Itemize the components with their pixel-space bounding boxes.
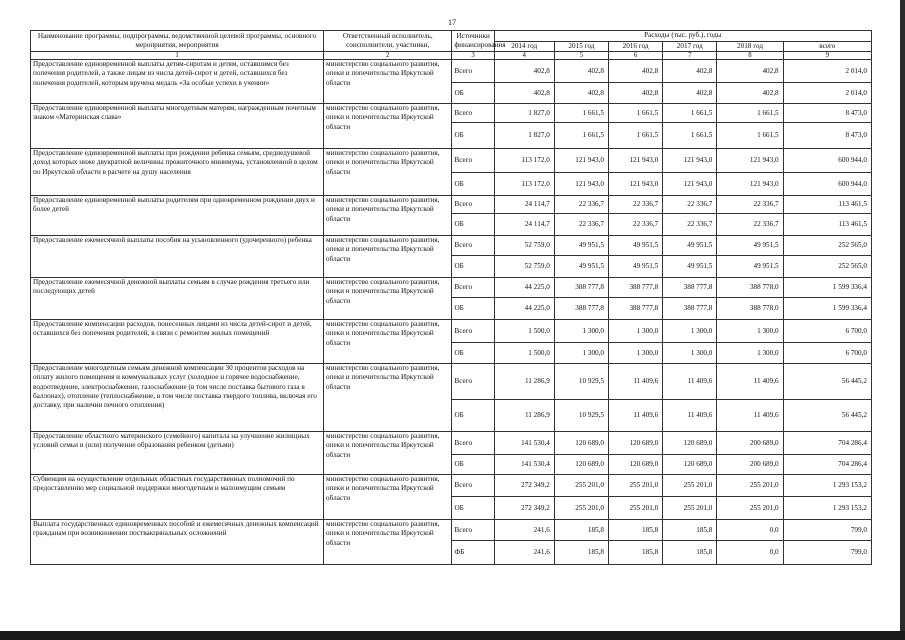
budget-table	[30, 30, 872, 565]
table-row	[31, 432, 872, 455]
year-value: 1 300,0	[717, 320, 783, 343]
total-value: 56 445,2	[783, 364, 871, 400]
total-value: 8 473,0	[783, 104, 871, 123]
table-row	[31, 278, 872, 298]
executor-name: министерство социального развития, опеки и попечительства Иркутской области	[324, 149, 452, 196]
year-value: 49 951,5	[717, 256, 783, 278]
year-value: 1 500,0	[494, 320, 554, 343]
total-value: 1 293 153,2	[783, 497, 871, 520]
year-value: 185,8	[609, 541, 663, 565]
year-value: 49 951,5	[554, 256, 608, 278]
year-value: 49 951,5	[609, 236, 663, 256]
table-row	[31, 520, 872, 541]
table-body	[31, 60, 872, 565]
year-value: 120 689,0	[663, 432, 717, 455]
year-value: 0,0	[717, 520, 783, 541]
year-value: 11 286,9	[494, 400, 554, 432]
table-row	[31, 320, 872, 343]
measure-name: Предоставление единовременной выплаты многодетным матерям, награжденным почетным знаком «Материнская слава»	[31, 104, 324, 149]
executor-name: министерство социального развития, опеки и попечительства Иркутской области	[324, 320, 452, 364]
year-value: 11 409,6	[609, 400, 663, 432]
year-value: 255 201,0	[554, 475, 608, 497]
year-value: 11 409,6	[717, 364, 783, 400]
funding-source: Всего	[452, 149, 494, 173]
year-value: 402,8	[663, 60, 717, 83]
total-value: 113 461,5	[783, 196, 871, 214]
scan-edge-right	[900, 0, 905, 640]
year-value: 402,8	[494, 83, 554, 104]
year-value: 272 349,2	[494, 497, 554, 520]
funding-source: ОБ	[452, 83, 494, 104]
year-value: 402,8	[554, 60, 608, 83]
year-value: 11 409,6	[717, 400, 783, 432]
year-value: 11 409,6	[609, 364, 663, 400]
funding-source: ОБ	[452, 214, 494, 236]
year-value: 49 951,5	[554, 236, 608, 256]
year-value: 121 943,0	[609, 173, 663, 196]
year-value: 1 661,5	[717, 123, 783, 149]
year-value: 22 336,7	[609, 214, 663, 236]
header-year: 2016 год	[609, 42, 663, 52]
year-value: 10 929,5	[554, 364, 608, 400]
year-value: 22 336,7	[663, 196, 717, 214]
total-value: 799,0	[783, 541, 871, 565]
header-year: 2017 год	[663, 42, 717, 52]
year-value: 255 201,0	[717, 497, 783, 520]
year-value: 141 530,4	[494, 432, 554, 455]
total-value: 1 599 336,4	[783, 298, 871, 320]
table-row	[31, 60, 872, 83]
year-value: 11 409,6	[663, 364, 717, 400]
year-value: 1 300,0	[554, 320, 608, 343]
executor-name: министерство социального развития, опеки и попечительства Иркутской области	[324, 104, 452, 149]
year-value: 44 225,0	[494, 298, 554, 320]
year-value: 121 943,0	[663, 173, 717, 196]
header-executor: Ответственный исполнитель, соисполнители, участники,	[324, 31, 452, 52]
year-value: 1 300,0	[609, 343, 663, 364]
page-number: 17	[448, 18, 456, 27]
measure-name: Предоставление ежемесячной денежной выплаты семьям в случае рождения третьего или последующих детей	[31, 278, 324, 320]
funding-source: Всего	[452, 364, 494, 400]
year-value: 402,8	[609, 83, 663, 104]
year-value: 402,8	[554, 83, 608, 104]
year-value: 388 778,0	[717, 298, 783, 320]
year-value: 121 943,0	[717, 149, 783, 173]
year-value: 120 689,0	[609, 432, 663, 455]
column-number: 7	[663, 52, 717, 60]
executor-name: министерство социального развития, опеки и попечительства Иркутской области	[324, 520, 452, 565]
year-value: 52 759,0	[494, 236, 554, 256]
year-value: 1 661,5	[663, 123, 717, 149]
measure-name: Предоставление компенсации расходов, понесенных лицами из числа детей-сирот и детей, оставшихся без попечения родителей, в связи с ремонтом жилых помещений	[31, 320, 324, 364]
year-value: 255 201,0	[663, 497, 717, 520]
year-value: 49 951,5	[663, 236, 717, 256]
funding-source: Всего	[452, 196, 494, 214]
total-value: 704 286,4	[783, 455, 871, 475]
funding-source: Всего	[452, 236, 494, 256]
funding-source: Всего	[452, 278, 494, 298]
table-row	[31, 149, 872, 173]
header-name: Наименование программы, подпрограммы, ведомственной целевой программы, основного мероприятия, мероприятия	[31, 31, 324, 52]
year-value: 388 777,8	[554, 298, 608, 320]
funding-source: Всего	[452, 520, 494, 541]
total-value: 704 286,4	[783, 432, 871, 455]
measure-name: Предоставление единовременной выплаты родителям при одновременном рождении двух и более детей	[31, 196, 324, 236]
measure-name: Субвенция на осуществление отдельных областных государственных полномочий по предоставлению мер социальной поддержки многодетным и малоимущим семьям	[31, 475, 324, 520]
year-value: 185,8	[663, 541, 717, 565]
year-value: 255 201,0	[554, 497, 608, 520]
year-value: 22 336,7	[554, 196, 608, 214]
total-value: 600 944,0	[783, 149, 871, 173]
year-value: 141 530,4	[494, 455, 554, 475]
funding-source: Всего	[452, 104, 494, 123]
executor-name: министерство социального развития, опеки и попечительства Иркутской области	[324, 475, 452, 520]
year-value: 402,8	[717, 83, 783, 104]
executor-name: министерство социального развития, опеки и попечительства Иркутской области	[324, 364, 452, 432]
year-value: 402,8	[494, 60, 554, 83]
funding-source: ОБ	[452, 173, 494, 196]
total-value: 2 014,0	[783, 83, 871, 104]
year-value: 255 201,0	[717, 475, 783, 497]
total-value: 600 944,0	[783, 173, 871, 196]
year-value: 1 827,0	[494, 104, 554, 123]
year-value: 24 114,7	[494, 214, 554, 236]
year-value: 121 943,0	[609, 149, 663, 173]
funding-source: ОБ	[452, 400, 494, 432]
year-value: 120 689,0	[554, 455, 608, 475]
table-row	[31, 364, 872, 400]
year-value: 255 201,0	[663, 475, 717, 497]
year-value: 1 300,0	[554, 343, 608, 364]
year-value: 44 225,0	[494, 278, 554, 298]
header-expenses: Расходы (тыс. руб.), годы	[494, 31, 871, 42]
year-value: 24 114,7	[494, 196, 554, 214]
year-value: 241,6	[494, 541, 554, 565]
year-value: 121 943,0	[554, 149, 608, 173]
year-value: 388 777,8	[663, 298, 717, 320]
total-value: 6 700,0	[783, 320, 871, 343]
header-total: всего	[783, 42, 871, 52]
year-value: 200 689,0	[717, 432, 783, 455]
column-number: 4	[494, 52, 554, 60]
year-value: 1 827,0	[494, 123, 554, 149]
funding-source: ОБ	[452, 497, 494, 520]
year-value: 49 951,5	[609, 256, 663, 278]
funding-source: ОБ	[452, 256, 494, 278]
funding-source: Всего	[452, 60, 494, 83]
table-row	[31, 196, 872, 214]
column-number: 9	[783, 52, 871, 60]
year-value: 388 777,8	[609, 278, 663, 298]
year-value: 22 336,7	[717, 214, 783, 236]
year-value: 1 300,0	[717, 343, 783, 364]
funding-source: ОБ	[452, 343, 494, 364]
year-value: 0,0	[717, 541, 783, 565]
year-value: 121 943,0	[554, 173, 608, 196]
year-value: 1 661,5	[554, 104, 608, 123]
year-value: 388 777,8	[609, 298, 663, 320]
year-value: 1 300,0	[609, 320, 663, 343]
total-value: 6 700,0	[783, 343, 871, 364]
table-row	[31, 236, 872, 256]
executor-name: министерство социального развития, опеки и попечительства Иркутской области	[324, 236, 452, 278]
year-value: 200 689,0	[717, 455, 783, 475]
column-number: 5	[554, 52, 608, 60]
total-value: 2 014,0	[783, 60, 871, 83]
year-value: 185,8	[554, 541, 608, 565]
year-value: 113 172,0	[494, 173, 554, 196]
year-value: 255 201,0	[609, 497, 663, 520]
year-value: 22 336,7	[663, 214, 717, 236]
year-value: 121 943,0	[717, 173, 783, 196]
year-value: 388 777,8	[554, 278, 608, 298]
executor-name: министерство социального развития, опеки и попечительства Иркутской области	[324, 196, 452, 236]
total-value: 113 461,5	[783, 214, 871, 236]
year-value: 1 661,5	[717, 104, 783, 123]
year-value: 120 689,0	[609, 455, 663, 475]
year-value: 10 929,5	[554, 400, 608, 432]
total-value: 1 599 336,4	[783, 278, 871, 298]
measure-name: Предоставление единовременной выплаты детям-сиротам и детям, оставшимся без попечения родителей, а также лицам из числа детей-сирот и детей, оставшихся без попечения родителей, которым вручена медаль «За особые успехи в учении»	[31, 60, 324, 104]
year-value: 52 759,0	[494, 256, 554, 278]
year-value: 1 300,0	[663, 320, 717, 343]
funding-source: Всего	[452, 432, 494, 455]
year-value: 1 500,0	[494, 343, 554, 364]
year-value: 1 661,5	[663, 104, 717, 123]
executor-name: министерство социального развития, опеки и попечительства Иркутской области	[324, 278, 452, 320]
total-value: 8 473,0	[783, 123, 871, 149]
column-number: 1	[31, 52, 324, 60]
year-value: 185,8	[554, 520, 608, 541]
year-value: 388 777,8	[663, 278, 717, 298]
total-value: 1 293 153,2	[783, 475, 871, 497]
funding-source: ФБ	[452, 541, 494, 565]
executor-name: министерство социального развития, опеки и попечительства Иркутской области	[324, 432, 452, 475]
year-value: 49 951,5	[717, 236, 783, 256]
year-value: 388 778,0	[717, 278, 783, 298]
year-value: 255 201,0	[609, 475, 663, 497]
year-value: 1 661,5	[609, 104, 663, 123]
year-value: 402,8	[663, 83, 717, 104]
year-value: 402,8	[717, 60, 783, 83]
year-value: 49 951,5	[663, 256, 717, 278]
funding-source: Всего	[452, 320, 494, 343]
year-value: 185,8	[663, 520, 717, 541]
column-number: 6	[609, 52, 663, 60]
header-source: Источники финансирования	[452, 31, 494, 52]
year-value: 22 336,7	[609, 196, 663, 214]
year-value: 185,8	[609, 520, 663, 541]
year-value: 120 689,0	[554, 432, 608, 455]
year-value: 120 689,0	[663, 455, 717, 475]
executor-name: министерство социального развития, опеки и попечительства Иркутской области	[324, 60, 452, 104]
column-number: 3	[452, 52, 494, 60]
table-row	[31, 104, 872, 123]
measure-name: Предоставление ежемесячной выплаты пособия на усыновленного (удочеренного) ребенка	[31, 236, 324, 278]
funding-source: ОБ	[452, 455, 494, 475]
year-value: 1 661,5	[554, 123, 608, 149]
measure-name: Предоставление единовременной выплаты при рождении ребенка семьям, среднедушевой доход которых ниже двукратной величины прожиточного минимума, установленной в целом по Иркутской области в расчете на душу населения	[31, 149, 324, 196]
measure-name: Выплата государственных единовременных пособий и ежемесячных денежных компенсаций гражданам при возникновении поствакцинальных осложнений	[31, 520, 324, 565]
budget-table-sheet	[30, 30, 872, 565]
table-row	[31, 475, 872, 497]
year-value: 272 349,2	[494, 475, 554, 497]
column-number: 8	[717, 52, 783, 60]
measure-name: Предоставление областного материнского (семейного) капитала на улучшение жилищных условий семьи и (или) получение образования ребенком (детьми)	[31, 432, 324, 475]
header-year: 2014 год	[494, 42, 554, 52]
year-value: 121 943,0	[663, 149, 717, 173]
year-value: 11 409,6	[663, 400, 717, 432]
year-value: 113 172,0	[494, 149, 554, 173]
header-year: 2015 год	[554, 42, 608, 52]
header-year: 2018 год	[717, 42, 783, 52]
scan-edge-bottom	[0, 631, 905, 640]
year-value: 22 336,7	[554, 214, 608, 236]
year-value: 241,6	[494, 520, 554, 541]
year-value: 1 300,0	[663, 343, 717, 364]
total-value: 56 445,2	[783, 400, 871, 432]
funding-source: ОБ	[452, 298, 494, 320]
total-value: 252 565,0	[783, 256, 871, 278]
year-value: 11 286,9	[494, 364, 554, 400]
measure-name: Предоставление многодетным семьям денежной компенсации 30 процентов расходов на оплату жилого помещения и коммунальных услуг (холодное и горячее водоснабжение, водоотведение, электроснабжение, газоснабжение (в том числе поставка бытового газа в баллонах), отопление (теплоснабжение, в том числе поставка твердого топлива, включая его доставку, при наличии печного отопления)	[31, 364, 324, 432]
funding-source: ОБ	[452, 123, 494, 149]
funding-source: Всего	[452, 475, 494, 497]
column-number: 2	[324, 52, 452, 60]
year-value: 22 336,7	[717, 196, 783, 214]
total-value: 252 565,0	[783, 236, 871, 256]
year-value: 402,8	[609, 60, 663, 83]
total-value: 799,0	[783, 520, 871, 541]
year-value: 1 661,5	[609, 123, 663, 149]
